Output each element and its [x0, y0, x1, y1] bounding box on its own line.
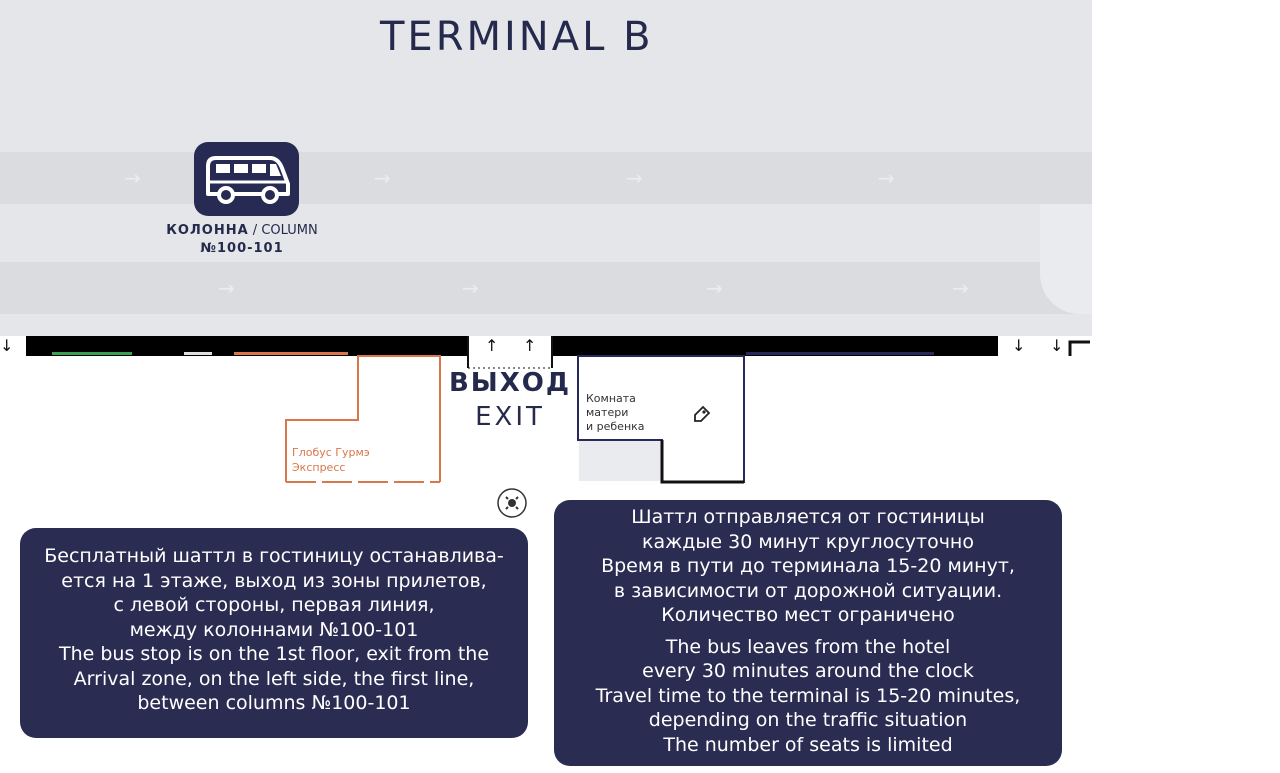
column-label-ru: КОЛОННА — [166, 223, 249, 238]
info-line: Количество мест ограничено — [661, 604, 955, 626]
info-line: The number of seats is limited — [663, 733, 953, 756]
lane-arrow-icon: → — [878, 166, 895, 190]
info-line: The bus leaves from the hotel — [665, 635, 951, 658]
room-label-line: Комната — [586, 392, 636, 405]
exit-label-ru: ВЫХОД — [448, 368, 572, 398]
info-line: ется на 1 этаже, выход из зоны прилетов, — [61, 569, 487, 592]
info-line: Arrival zone, on the left side, the first line, — [73, 667, 475, 690]
exit-label-en: EXIT — [475, 402, 545, 432]
arrow-up-icon: ↑ — [485, 336, 499, 355]
info-line: depending on the traffic situation — [648, 709, 968, 731]
column-label-separator: / — [248, 223, 262, 238]
info-panel-schedule-text — [554, 500, 1062, 757]
info-line: every 30 minutes around the clock — [642, 660, 974, 682]
lane-arrow-icon: → — [952, 276, 969, 300]
lane-arrow-icon: → — [218, 276, 235, 300]
locate-icon — [496, 487, 528, 519]
info-line: The bus stop is on the 1st floor, exit from the — [58, 643, 490, 665]
room-label-line: матери — [586, 406, 629, 419]
column-number: №100-101 — [200, 241, 284, 256]
info-gap — [554, 628, 1062, 635]
lane-arrow-icon: → — [124, 166, 141, 190]
info-line: Бесплатный шаттл в гостиницу останавлива- — [44, 545, 504, 567]
arrow-down-icon: ↓ — [1012, 336, 1026, 355]
arrow-up-icon: ↑ — [523, 336, 537, 355]
info-line: Время в пути до терминала 15-20 минут, — [601, 555, 1015, 577]
arrow-down-icon: ↓ — [1050, 336, 1064, 355]
info-line: в зависимости от дорожной ситуации. — [613, 579, 1003, 602]
info-line: Travel time to the terminal is 15-20 minutes, — [595, 684, 1021, 707]
shop-label-line: Глобус Гурмэ — [292, 446, 370, 459]
info-line: between columns №100-101 — [137, 692, 411, 714]
lane-arrow-icon: → — [462, 276, 479, 300]
lane-arrow-icon: → — [374, 166, 391, 190]
lane-arrow-icon: → — [626, 166, 643, 190]
info-line: между колоннами №100-101 — [129, 618, 419, 641]
mother-child-room-label — [586, 392, 676, 434]
info-panel-schedule — [554, 500, 1062, 766]
shop-label — [292, 445, 412, 475]
info-panel-location-text — [20, 528, 528, 716]
tag-icon — [692, 404, 712, 424]
terminal-title: TERMINAL B — [380, 14, 654, 60]
info-line: с левой стороны, первая линия, — [113, 594, 435, 616]
lane-arrow-icon: → — [706, 276, 723, 300]
info-line: каждые 30 минут круглосуточно — [642, 530, 974, 553]
room-label-line: и ребенка — [586, 420, 645, 433]
info-line: Шаттл отправляется от гостиницы — [631, 506, 985, 528]
shop-label-line: Экспресс — [292, 461, 346, 474]
info-panel-location — [20, 528, 528, 738]
column-label-en: COLUMN — [261, 223, 318, 238]
arrow-down-icon: ↓ — [0, 336, 14, 355]
